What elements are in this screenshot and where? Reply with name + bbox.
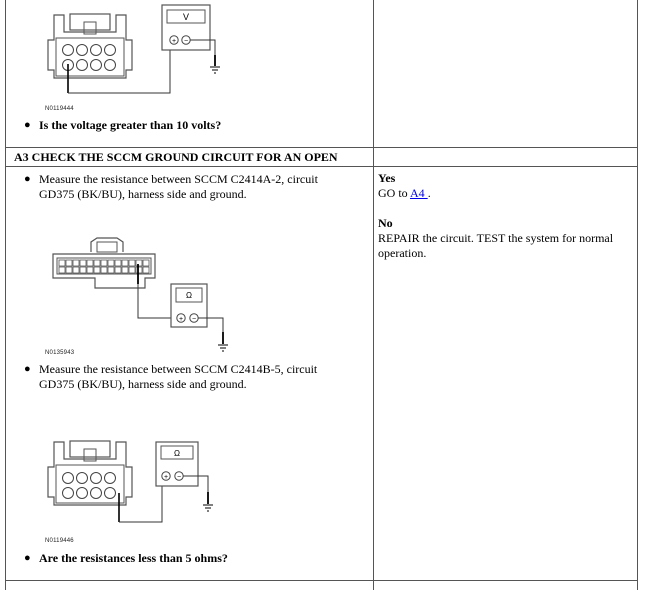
result-yes-action: GO to A4 .	[378, 186, 431, 200]
probe-minus-symbol: −	[191, 316, 197, 323]
result-yes-label: Yes	[378, 171, 396, 185]
result-yes	[378, 171, 633, 201]
result-no-line1: REPAIR the circuit. TEST the system for normal	[378, 231, 614, 245]
figure-id: N0119444	[45, 106, 74, 112]
probe-plus-symbol: +	[163, 474, 169, 481]
meter-label: Ω	[186, 291, 192, 300]
row-divider-bottom	[5, 580, 638, 581]
step1-instruction: ● Measure the resistance between SCCM C2414A-2, circuit GD375 (BK/BU), harness side and ground.	[24, 172, 318, 201]
bullet-icon: ●	[24, 363, 31, 375]
step2-instruction: ● Measure the resistance between SCCM C2414B-5, circuit GD375 (BK/BU), harness side and ground.	[24, 362, 318, 391]
voltage-test-diagram	[40, 0, 240, 100]
bullet-icon: ●	[24, 119, 31, 131]
resistance-test-diagram-b	[40, 432, 240, 542]
result-no-label: No	[378, 216, 393, 230]
bullet-icon: ●	[24, 552, 31, 564]
column-divider	[373, 0, 374, 590]
figure-id: N0119446	[45, 538, 74, 544]
row-divider-top	[5, 147, 638, 148]
result-no	[378, 216, 633, 261]
bullet-icon: ●	[24, 173, 31, 185]
step-header: A3 CHECK THE SCCM GROUND CIRCUIT FOR AN OPEN	[14, 150, 338, 164]
ground-icon	[210, 67, 220, 73]
meter-label: Ω	[174, 449, 180, 458]
result-no-line2: operation.	[378, 246, 427, 260]
probe-minus-symbol: −	[183, 38, 189, 45]
meter-label: V	[182, 12, 190, 22]
figure-id: N0135943	[45, 350, 75, 356]
question-voltage: ● Is the voltage greater than 10 volts?	[24, 118, 222, 132]
resistance-test-diagram-a	[45, 236, 245, 356]
header-divider	[5, 166, 638, 167]
probe-plus-symbol: +	[171, 38, 177, 45]
ground-icon	[203, 505, 213, 511]
go-to-a4-link[interactable]: A4	[410, 186, 428, 200]
ground-icon	[218, 345, 228, 351]
probe-minus-symbol: −	[176, 474, 182, 481]
question-resistance: ● Are the resistances less than 5 ohms?	[24, 551, 228, 565]
probe-plus-symbol: +	[178, 316, 184, 323]
